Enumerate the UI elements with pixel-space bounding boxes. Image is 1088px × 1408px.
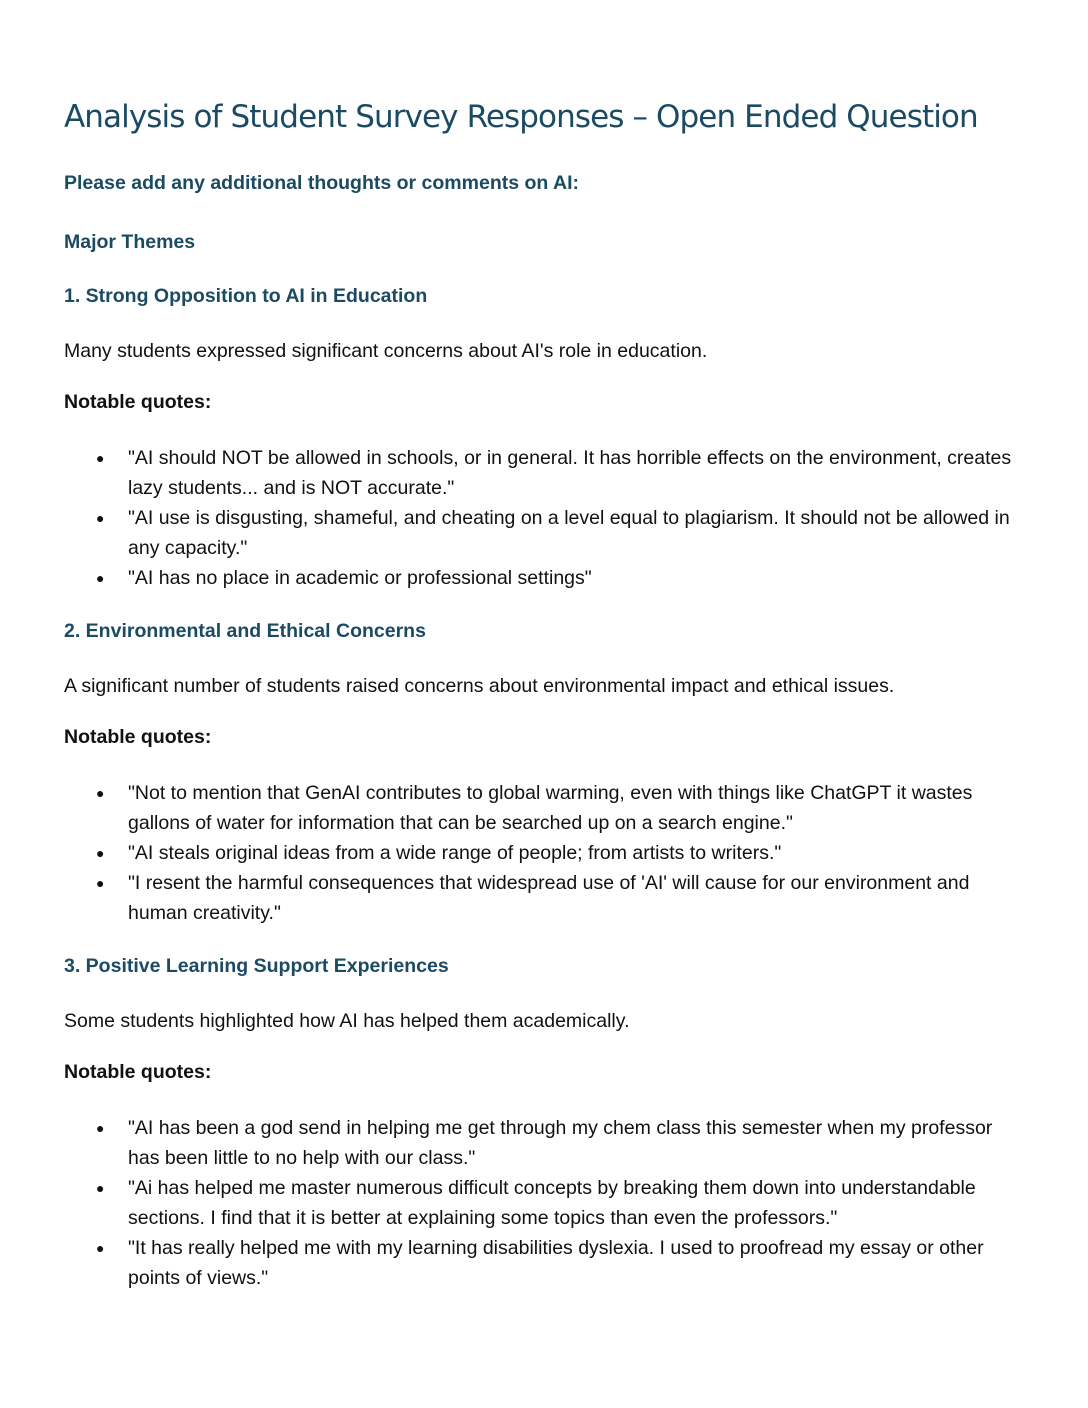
quote-item — [64, 838, 1024, 868]
notable-quotes-label: Notable quotes: — [64, 391, 212, 413]
theme-section-environmental — [64, 619, 1024, 928]
theme-section-opposition — [64, 284, 1024, 593]
quote-item — [64, 1113, 1024, 1173]
section-heading: 1. Strong Opposition to AI in Education — [64, 285, 428, 307]
quote-text: "It has really helped me with my learning disabilities dyslexia. I used to proofread my essay or other points of views." — [128, 1237, 984, 1289]
document-page — [64, 96, 1024, 1293]
bullet-icon: ● — [96, 1120, 105, 1136]
quote-list — [64, 1113, 1024, 1293]
notable-quotes-label: Notable quotes: — [64, 726, 212, 748]
quote-text: "AI steals original ideas from a wide range of people; from artists to writers." — [128, 842, 782, 864]
bullet-icon: ● — [96, 510, 105, 526]
document-title: Analysis of Student Survey Responses – Open Ended Question — [64, 99, 978, 135]
bullet-icon: ● — [96, 1180, 105, 1196]
survey-question: Please add any additional thoughts or comments on AI: — [64, 172, 580, 194]
quote-text: "AI use is disgusting, shameful, and cheating on a level equal to plagiarism. It should not be allowed in any capacity." — [128, 507, 1010, 559]
section-description: Many students expressed significant concerns about AI's role in education. — [64, 340, 708, 362]
quote-text: "Ai has helped me master numerous difficult concepts by breaking them down into understandable sections. I find that it is better at explaining some topics than even the professors." — [128, 1177, 976, 1229]
bullet-icon: ● — [96, 1240, 105, 1256]
bullet-icon: ● — [96, 875, 105, 891]
notable-quotes-label: Notable quotes: — [64, 1061, 212, 1083]
quote-text: "AI has no place in academic or professional settings" — [128, 567, 592, 589]
bullet-icon: ● — [96, 450, 105, 466]
quote-list — [64, 778, 1024, 928]
bullet-icon: ● — [96, 845, 105, 861]
quote-text: "Not to mention that GenAI contributes to global warming, even with things like ChatGPT it wastes gallons of water for information that can be searched up on a search engine." — [128, 782, 973, 834]
section-description: Some students highlighted how AI has helped them academically. — [64, 1010, 630, 1032]
quote-item — [64, 503, 1024, 563]
bullet-icon: ● — [96, 785, 105, 801]
quote-item — [64, 868, 1024, 928]
section-heading: 3. Positive Learning Support Experiences — [64, 955, 449, 977]
major-themes-heading: Major Themes — [64, 231, 196, 253]
theme-section-positive-learning — [64, 954, 1024, 1293]
quote-text: "AI has been a god send in helping me get through my chem class this semester when my professor has been little to no help with our class." — [128, 1117, 993, 1169]
quote-item — [64, 443, 1024, 503]
quote-item — [64, 778, 1024, 838]
quote-item — [64, 1173, 1024, 1233]
quote-text: "AI should NOT be allowed in schools, or in general. It has horrible effects on the environment, creates lazy students... and is NOT accurate." — [128, 447, 1012, 499]
quote-item — [64, 563, 1024, 593]
section-heading: 2. Environmental and Ethical Concerns — [64, 620, 426, 642]
quote-list — [64, 443, 1024, 593]
bullet-icon: ● — [96, 570, 105, 586]
section-description: A significant number of students raised concerns about environmental impact and ethical issues. — [64, 675, 895, 697]
quote-text: "I resent the harmful consequences that widespread use of 'AI' will cause for our environment and human creativity." — [128, 872, 970, 924]
quote-item — [64, 1233, 1024, 1293]
